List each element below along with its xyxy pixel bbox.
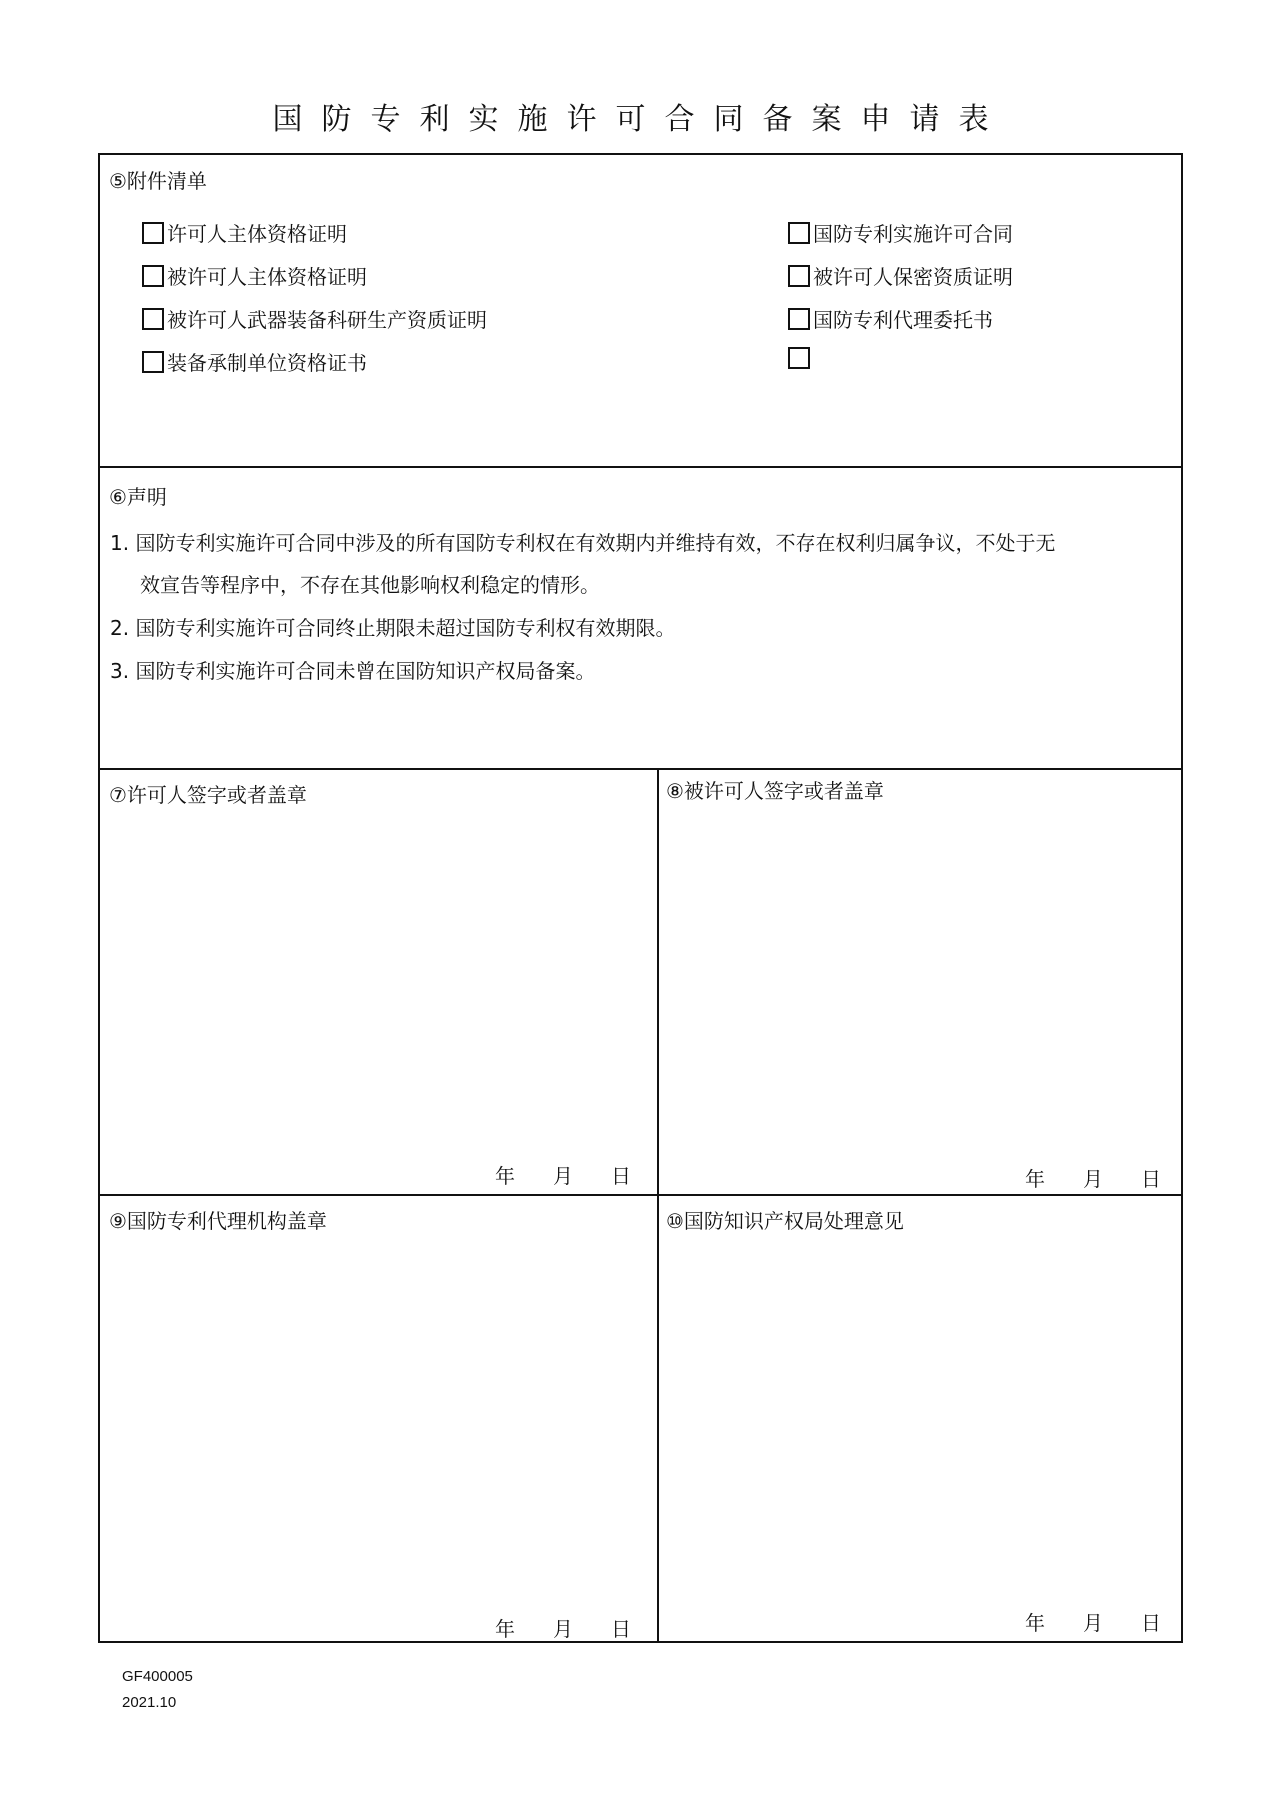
declaration-item-3: 3. 国防专利实施许可合同未曾在国防知识产权局备案。 [110, 659, 596, 683]
licensor-date [495, 1160, 631, 1189]
office-opinion-label: ⑩国防知识产权局处理意见 [666, 1209, 904, 1233]
attachment-checkbox-agency-power-of-attorney[interactable] [788, 304, 993, 333]
checkbox-label: 许可人主体资格证明 [167, 222, 347, 246]
checkbox-icon[interactable] [788, 347, 810, 369]
attachment-checkbox-equipment-contractor-cert[interactable] [142, 347, 367, 376]
declaration-heading: ⑥声明 [109, 485, 167, 509]
agency-seal-area[interactable] [100, 1235, 655, 1555]
checkbox-label: 国防专利实施许可合同 [813, 222, 1013, 246]
month-label: 月 [553, 1617, 573, 1641]
day-label: 日 [1141, 1611, 1161, 1635]
licensor-signature-label: ⑦许可人签字或者盖章 [109, 783, 307, 807]
month-label: 月 [1083, 1167, 1103, 1191]
checkbox-icon[interactable] [788, 308, 810, 330]
declaration-item-1: 1. 国防专利实施许可合同中涉及的所有国防专利权在有效期内并维持有效，不存在权利归属争议，不处于无 [110, 531, 1056, 555]
checkbox-icon[interactable] [142, 308, 164, 330]
form-table [98, 153, 1183, 1643]
checkbox-label: 被许可人武器装备科研生产资质证明 [167, 308, 487, 332]
declaration-item-2: 2. 国防专利实施许可合同终止期限未超过国防专利权有效期限。 [110, 616, 676, 640]
month-label: 月 [1083, 1611, 1103, 1635]
checkbox-label: 装备承制单位资格证书 [167, 351, 367, 375]
attachments-heading: ⑤附件清单 [109, 169, 207, 193]
year-label: 年 [1025, 1167, 1045, 1191]
year-label: 年 [495, 1617, 515, 1641]
attachment-checkbox-weapon-rd-qualification[interactable] [142, 304, 487, 333]
year-label: 年 [495, 1164, 515, 1188]
attachment-checkbox-licensor-qualification[interactable] [142, 218, 347, 247]
declaration-item-1-cont: 效宣告等程序中，不存在其他影响权利稳定的情形。 [140, 573, 600, 597]
agency-seal-label: ⑨国防专利代理机构盖章 [109, 1209, 327, 1233]
divider [100, 1194, 1181, 1196]
attachment-checkbox-other[interactable] [788, 347, 813, 369]
licensee-date [1025, 1163, 1161, 1192]
form-code: GF400005 [122, 1668, 193, 1685]
attachment-checkbox-license-contract[interactable] [788, 218, 1013, 247]
day-label: 日 [611, 1617, 631, 1641]
checkbox-icon[interactable] [788, 222, 810, 244]
attachment-checkbox-licensee-secrecy-cert[interactable] [788, 261, 1013, 290]
licensee-signature-area[interactable] [659, 810, 1181, 1130]
checkbox-label: 被许可人保密资质证明 [813, 265, 1013, 289]
day-label: 日 [611, 1164, 631, 1188]
form-title: 国防专利实施许可合同备案申请表 [272, 102, 1008, 137]
divider [100, 768, 1181, 770]
office-opinion-area[interactable] [659, 1235, 1181, 1555]
checkbox-label: 被许可人主体资格证明 [167, 265, 367, 289]
divider [100, 466, 1181, 468]
attachment-checkbox-licensee-qualification[interactable] [142, 261, 367, 290]
licensor-signature-area[interactable] [100, 810, 655, 1130]
checkbox-label: 国防专利代理委托书 [813, 308, 993, 332]
checkbox-icon[interactable] [142, 265, 164, 287]
office-date [1025, 1607, 1161, 1636]
agency-date [495, 1613, 631, 1642]
form-version: 2021.10 [122, 1694, 177, 1711]
year-label: 年 [1025, 1611, 1045, 1635]
checkbox-icon[interactable] [142, 351, 164, 373]
checkbox-icon[interactable] [788, 265, 810, 287]
day-label: 日 [1141, 1167, 1161, 1191]
checkbox-icon[interactable] [142, 222, 164, 244]
month-label: 月 [553, 1164, 573, 1188]
licensee-signature-label: ⑧被许可人签字或者盖章 [666, 779, 884, 803]
